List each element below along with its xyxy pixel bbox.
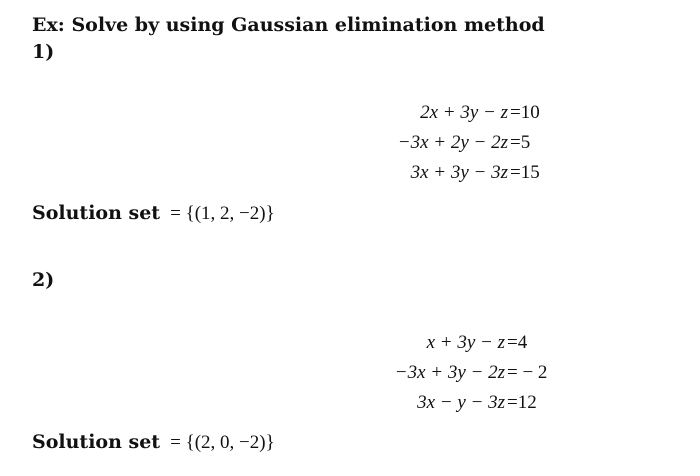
equation-row	[385, 328, 595, 358]
equation-lhs: 3x − y − 3z	[417, 392, 505, 413]
equation-system-1	[390, 98, 590, 188]
problem-1-label: 1)	[32, 41, 55, 63]
equation-lhs: 3x + 3y − 3z	[410, 162, 508, 183]
equation-rhs: =15	[510, 162, 540, 183]
equation-rhs: =4	[507, 332, 528, 353]
equation-rhs: =5	[510, 132, 531, 153]
equation-lhs: x + 3y − z	[426, 332, 505, 353]
solution-set-label: Solution set	[32, 202, 161, 224]
solution-set-2	[32, 429, 275, 456]
equation-row	[390, 98, 590, 128]
equation-row	[385, 388, 595, 418]
equation-rhs: =12	[507, 392, 537, 413]
equation-lhs: −3x + 3y − 2z	[394, 362, 505, 383]
solution-set-1	[32, 200, 275, 227]
solution-set-value: = {(2, 0, −2)}	[170, 432, 275, 453]
equation-lhs: 2x + 3y − z	[420, 102, 508, 123]
solution-set-value: = {(1, 2, −2)}	[170, 203, 275, 224]
equation-lhs: −3x + 2y − 2z	[397, 132, 508, 153]
equation-row	[390, 128, 590, 158]
problem-2-label: 2)	[32, 269, 55, 291]
equation-system-2	[385, 328, 595, 418]
solution-set-label: Solution set	[32, 431, 161, 453]
equation-rhs: = − 2	[507, 362, 548, 383]
equation-row	[385, 358, 595, 388]
equation-rhs: =10	[510, 102, 540, 123]
document-heading: Ex: Solve by using Gaussian elimination method	[32, 14, 545, 36]
equation-row	[390, 158, 590, 188]
